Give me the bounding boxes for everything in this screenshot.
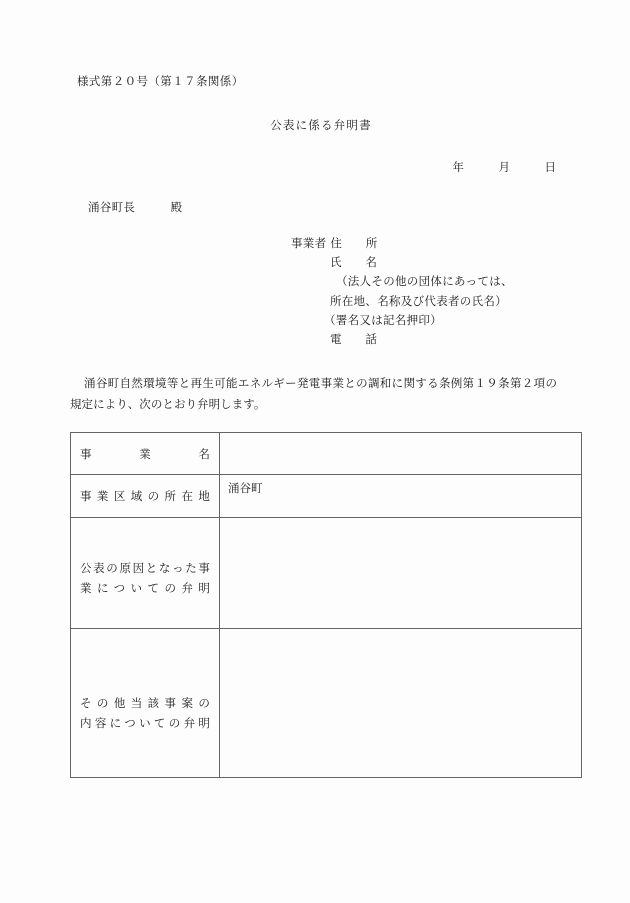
applicant-corporate-note-line2: 所在地、名称及び代表者の氏名） <box>330 293 507 308</box>
row-label-other-statement-line1: その他当該事案の <box>80 696 210 710</box>
row-value-project-location-text: 涌谷町 <box>228 481 263 495</box>
row-label-cause-statement-text <box>80 558 210 598</box>
date-line: 年 月 日 <box>452 160 556 174</box>
row-value-project-name[interactable] <box>220 433 582 475</box>
table-row-cause-statement <box>71 518 582 629</box>
applicant-phone-label: 電 話 <box>330 332 378 347</box>
row-label-other-statement <box>71 629 220 778</box>
row-label-project-name <box>71 433 220 475</box>
applicant-signature-note: （署名又は記名押印） <box>324 312 442 327</box>
form-number: 様式第２０号（第１７条関係） <box>77 74 244 88</box>
row-label-other-statement-line2: 内容についての弁明 <box>80 716 210 730</box>
row-value-cause-statement[interactable] <box>220 518 582 629</box>
row-label-project-location <box>71 475 220 518</box>
row-label-cause-statement-line1: 公表の原因となった事 <box>80 561 210 575</box>
addressee-line: 涌谷町長 殿 <box>88 200 183 214</box>
table-row-project-name <box>71 433 582 475</box>
row-label-cause-statement-line2: 業についての弁明 <box>80 581 210 595</box>
row-label-cause-statement <box>71 518 220 629</box>
row-value-project-location[interactable] <box>220 475 582 518</box>
row-value-other-statement[interactable] <box>220 629 582 778</box>
table-row-other-statement <box>71 629 582 778</box>
applicant-block <box>291 234 513 349</box>
applicant-address-label: 事業者 住 所 <box>291 236 378 250</box>
body-paragraph: 涌谷町自然環境等と再生可能エネルギー発電事業との調和に関する条例第１９条第２項の規定により、次のとおり弁明します。 <box>70 376 557 411</box>
applicant-name-label: 氏 名 <box>330 255 378 270</box>
row-label-project-location-text: 事業区域の所在地 <box>80 489 210 503</box>
row-label-other-statement-text <box>80 693 210 733</box>
table-row-project-location <box>71 475 582 518</box>
page-title: 公表に係る弁明書 <box>270 118 372 132</box>
row-label-project-name-text: 事業名 <box>80 446 210 461</box>
applicant-corporate-note-line1: （法人その他の団体にあっては、 <box>336 274 513 289</box>
statement-table <box>70 432 582 778</box>
